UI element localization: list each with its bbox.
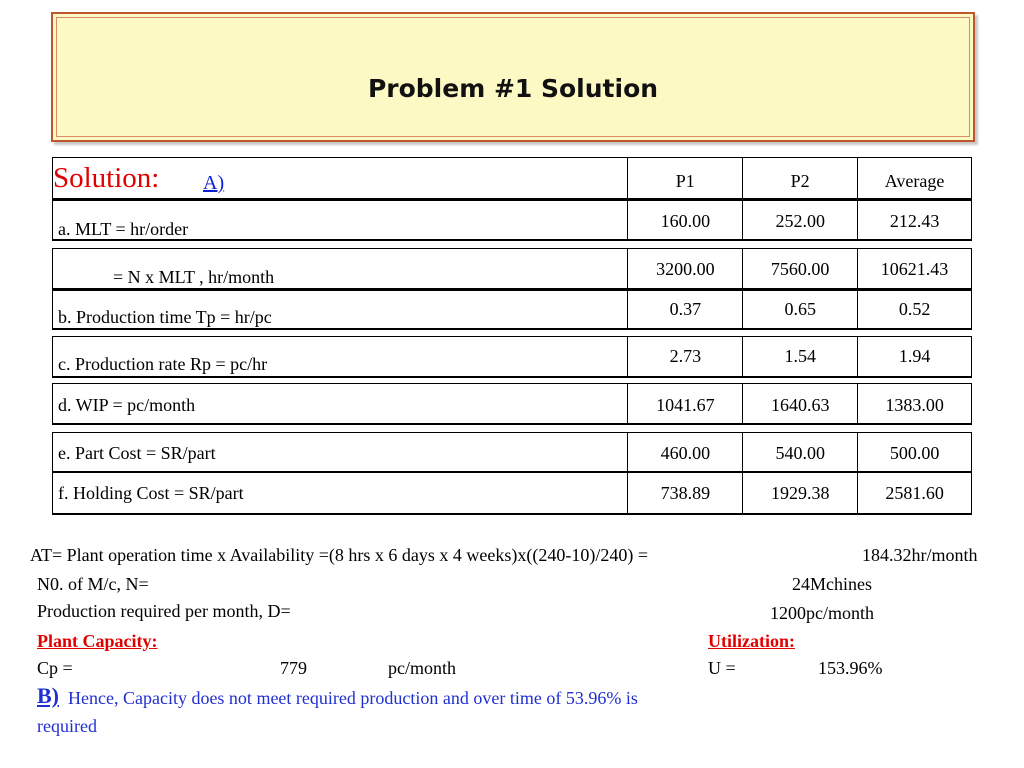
title-box <box>51 12 975 142</box>
row-value-average: 10621.43 <box>880 259 949 279</box>
table-row <box>52 473 972 515</box>
capacity-value: 779 <box>280 658 307 678</box>
row-value-p2: 0.65 <box>743 291 858 328</box>
solution-header-cell <box>53 158 628 198</box>
availability-value: 184.32hr/month <box>862 545 978 565</box>
availability-formula: AT= Plant operation time x Availability =(8 hrs x 6 days x 4 weeks)x((240-10)/240) = <box>30 545 649 565</box>
part-a-label: A) <box>203 172 225 194</box>
utilization-heading: Utilization: <box>708 631 795 651</box>
row-label: = N x MLT , hr/month <box>53 249 628 288</box>
row-label: c. Production rate Rp = pc/hr <box>53 337 628 376</box>
column-header-p1: P1 <box>628 158 743 198</box>
demand-value: 1200pc/month <box>770 603 874 623</box>
row-label: a. MLT = hr/order <box>53 201 628 239</box>
row-value-p1: 0.37 <box>628 291 743 328</box>
table-row <box>52 248 972 290</box>
row-value-p2: 1640.63 <box>743 384 858 423</box>
column-header-p2: P2 <box>743 158 858 198</box>
machines-value: 24Mchines <box>792 574 872 594</box>
capacity-unit: pc/month <box>388 658 456 678</box>
row-value-p2: 1.54 <box>743 337 858 376</box>
utilization-label: U = <box>708 658 736 678</box>
table-header-row <box>52 157 972 200</box>
table-row <box>52 383 972 425</box>
row-value-average: 500.00 <box>889 443 940 463</box>
page-title: Problem #1 Solution <box>367 74 659 103</box>
table-row <box>52 200 972 241</box>
row-value-p2: 1929.38 <box>743 473 858 513</box>
solution-label: Solution: <box>53 162 160 194</box>
row-value-p2: 540.00 <box>743 433 858 471</box>
table-row <box>52 336 972 378</box>
row-value-p1: 460.00 <box>628 433 743 471</box>
row-value-p1: 1041.67 <box>628 384 743 423</box>
table-row <box>52 432 972 473</box>
table-row <box>52 290 972 330</box>
row-value-average: 212.43 <box>889 211 940 231</box>
row-value-p1: 2.73 <box>628 337 743 376</box>
row-value-average: 2581.60 <box>885 483 944 503</box>
part-b-label: B) <box>37 683 59 708</box>
row-value-p1: 738.89 <box>628 473 743 513</box>
row-value-average: 1383.00 <box>885 395 944 415</box>
conclusion-line-1: Hence, Capacity does not meet required production and over time of 53.96% is <box>68 688 638 708</box>
row-value-p2: 252.00 <box>743 201 858 239</box>
row-value-p1: 3200.00 <box>628 249 743 288</box>
row-value-average: 0.52 <box>898 299 931 319</box>
row-label: b. Production time Tp = hr/pc <box>53 291 628 328</box>
row-value-p2: 7560.00 <box>743 249 858 288</box>
machines-label: N0. of M/c, N= <box>37 574 149 594</box>
conclusion-line-2: required <box>37 716 97 736</box>
demand-label: Production required per month, D= <box>37 601 291 621</box>
row-label: e. Part Cost = SR/part <box>53 433 628 471</box>
row-value-p1: 160.00 <box>628 201 743 239</box>
utilization-value: 153.96% <box>818 658 883 678</box>
row-label: f. Holding Cost = SR/part <box>53 473 628 513</box>
row-value-average: 1.94 <box>898 346 931 366</box>
capacity-label: Cp = <box>37 658 73 678</box>
column-header-average: Average <box>884 171 945 191</box>
plant-capacity-heading: Plant Capacity: <box>37 631 158 651</box>
row-label: d. WIP = pc/month <box>53 384 628 423</box>
